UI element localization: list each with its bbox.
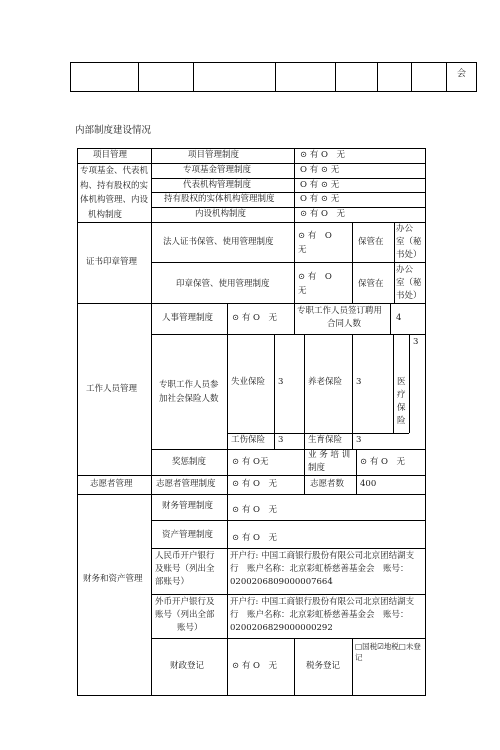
asset-system: 资产管理制度 — [162, 530, 214, 540]
training-status: ⊙ 有 O 无 — [360, 457, 405, 467]
rmb-account-label: 人民币开户银行 及账号（列出全 部账号） — [155, 551, 215, 587]
fiscal-registration-status: ⊙ 有 O 无 — [232, 661, 277, 671]
cert-keep-value: 办公 室（秘 书处） — [396, 224, 422, 260]
equity-system: 持有股权的实体机构管理制度 — [164, 194, 275, 204]
maternity-label: 生育保险 — [308, 435, 343, 445]
top-cell-last: 会 — [447, 63, 477, 92]
injury-label: 工伤保险 — [231, 435, 266, 445]
top-table — [70, 62, 477, 92]
contract-count: 4 — [396, 313, 402, 323]
hr-status: ⊙ 有 O 无 — [232, 313, 277, 323]
cert-system: 法人证书保管、使用管理制度 — [163, 237, 274, 247]
fund-system: 专项基金管理制度 — [183, 165, 252, 175]
cert-keep-label: 保管在 — [358, 237, 384, 247]
rep-system: 代表机构管理制度 — [183, 180, 252, 190]
fiscal-registration-label: 财政登记 — [170, 661, 205, 671]
reward-system: 奖惩制度 — [172, 457, 207, 467]
volunteer-count-label: 志愿者数 — [310, 479, 345, 489]
finance-system: 财务管理制度 — [162, 501, 214, 511]
finance-label: 财务和资产管理 — [83, 574, 143, 584]
cert-status: ⊙ 有 O 无 — [298, 231, 332, 255]
section-title: 内部制度建设情况 — [75, 125, 152, 136]
project-mgmt-label: 项目管理 — [93, 150, 128, 160]
equity-status: O 有 ⊙ 无 — [300, 194, 340, 204]
stamp-keep-label: 保管在 — [358, 279, 384, 289]
medical-label: 医 疗 保 险 — [397, 377, 406, 426]
maternity-count: 3 — [356, 435, 362, 445]
injury-count: 3 — [278, 435, 284, 445]
asset-status: ⊙ 有 O 无 — [232, 533, 277, 543]
unemployment-label: 失业保险 — [231, 377, 266, 387]
rmb-account-value: 开户行: 中国工商银行股份有限公司北京团结湖支 行 账户名称：北京彩虹桥慈善基金会 账号： 0200206809000007664 — [230, 551, 415, 587]
hr-system: 人事管理制度 — [162, 313, 214, 323]
seal-label: 证书印章管理 — [86, 257, 138, 267]
project-system: 项目管理制度 — [188, 150, 240, 160]
fx-account-label: 外币开户银行及 账号（列出全部 账号） — [155, 597, 215, 633]
finance-status: ⊙ 有 O 无 — [232, 505, 277, 515]
fx-account-value: 开户行: 中国工商银行股份有限公司北京团结湖支 行 账户名称：北京彩虹桥慈善基金会 账号： 0200206829000000292 — [230, 597, 415, 633]
medical-count: 3 — [413, 337, 419, 347]
top-cell — [378, 63, 412, 92]
top-cell — [276, 63, 336, 92]
volunteer-system: 志愿者管理制度 — [156, 479, 216, 489]
top-cell — [336, 63, 378, 92]
tax-registration-label: 税务登记 — [306, 661, 341, 671]
top-cell — [412, 63, 447, 92]
rep-status: O 有 ⊙ 无 — [300, 180, 340, 190]
internal-status: ⊙ 有 O 无 — [300, 209, 345, 219]
fund-status: O 有 ⊙ 无 — [300, 165, 340, 175]
reward-status: ⊙ 有 O无 — [232, 457, 269, 467]
pension-count: 3 — [356, 377, 362, 387]
project-status: ⊙ 有 O 无 — [300, 150, 345, 160]
insurance-label: 专职工作人员参 加社会保险人数 — [159, 380, 219, 404]
tax-registration-status: □国税☑地税□未登 记 — [355, 642, 421, 662]
volunteer-label: 志愿者管理 — [90, 479, 133, 489]
top-cell — [194, 63, 276, 92]
volunteer-count: 400 — [360, 479, 377, 489]
training-label: 业 务 培 训 制度 — [308, 450, 351, 473]
stamp-keep-value: 办公 室（秘 书处） — [396, 265, 422, 301]
internal-system: 内设机构制度 — [195, 209, 247, 219]
top-cell — [139, 63, 194, 92]
volunteer-status: ⊙ 有 O 无 — [232, 479, 277, 489]
staff-label: 工作人员管理 — [86, 384, 138, 394]
fund-group-label: 专项基金、代表机 构、持有股权的实 体机构管理、内设 机构制度 — [80, 166, 149, 220]
stamp-system: 印章保管、使用管理制度 — [176, 279, 270, 289]
pension-label: 养老保险 — [308, 377, 343, 387]
unemployment-count: 3 — [278, 377, 284, 387]
contract-label: 专职工作人员签订聘用 合同人数 — [297, 306, 383, 329]
stamp-status: ⊙ 有 O 无 — [298, 272, 332, 296]
top-cell — [71, 63, 139, 92]
